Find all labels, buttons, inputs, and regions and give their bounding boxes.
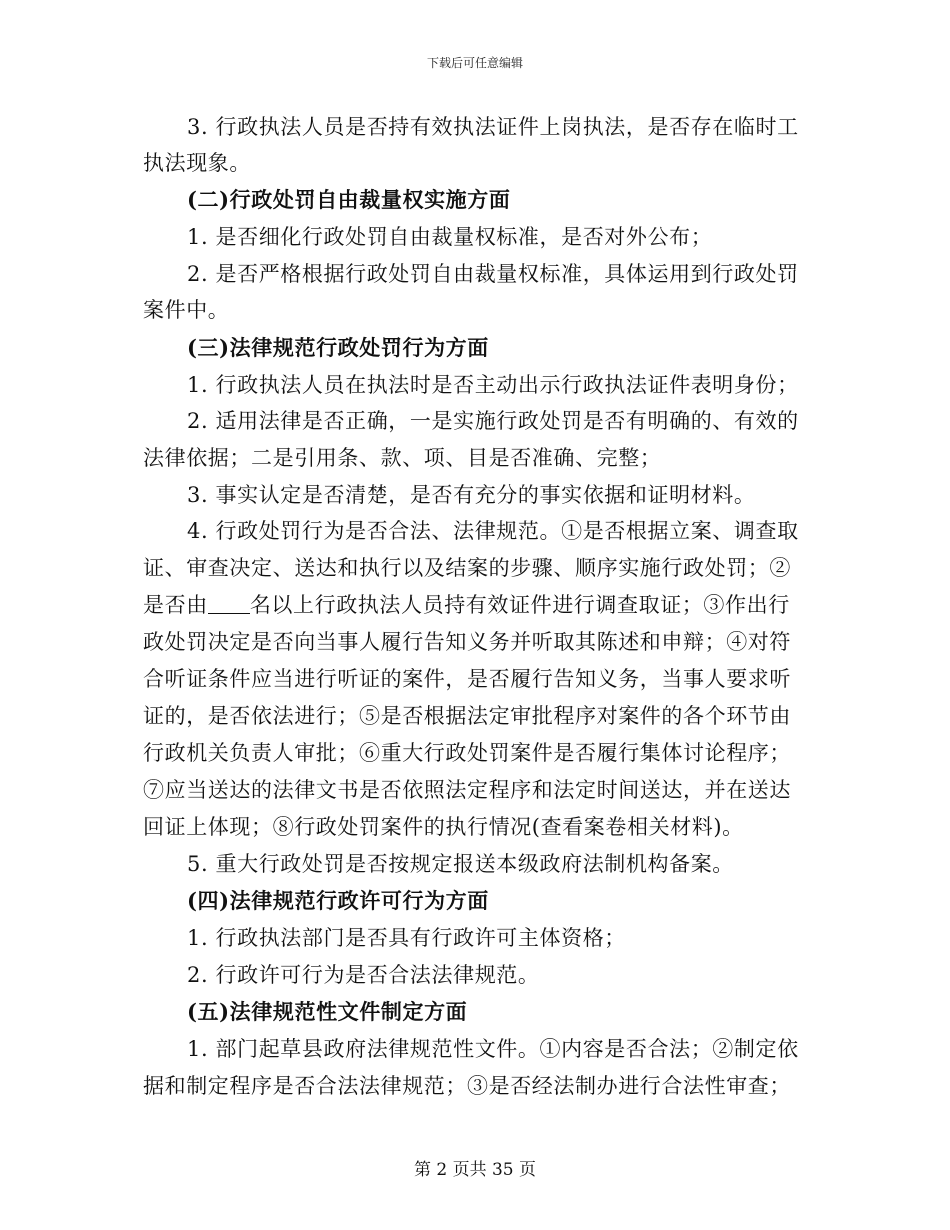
paragraph-line: 1. 行政执法人员在执法时是否主动出示行政执法证件表明身份； — [187, 373, 799, 397]
paragraph-line: 2. 适用法律是否正确，一是实施行政处罚是否有明确的、有效的 — [187, 409, 799, 433]
paragraph-line: ⑦应当送达的法律文书是否依照法定程序和法定时间送达，并在送达 — [143, 778, 791, 802]
paragraph-line: 3. 事实认定是否清楚，是否有充分的事实依据和证明材料。 — [187, 483, 756, 507]
section-heading: (二)行政处罚自由裁量权实施方面 — [187, 187, 511, 212]
paragraph-line: 证、审查决定、送达和执行以及结案的步骤、顺序实施行政处罚；② — [143, 556, 791, 580]
line-text-before-blank: 是否由 — [143, 593, 208, 617]
paragraph-line: 据和制定程序是否合法法律规范；③是否经法制办进行合法性审查； — [143, 1074, 791, 1098]
paragraph-line: 2. 是否严格根据行政处罚自由裁量权标准，具体运用到行政处罚 — [187, 262, 799, 286]
paragraph-line: 4. 行政处罚行为是否合法、法律规范。①是否根据立案、调查取 — [187, 519, 799, 543]
paragraph-line: 合听证条件应当进行听证的案件，是否履行告知义务，当事人要求听 — [143, 667, 791, 691]
paragraph-line: 案件中。 — [143, 298, 230, 322]
section-heading: (五)法律规范性文件制定方面 — [187, 999, 468, 1024]
section-heading: (四)法律规范行政许可行为方面 — [187, 888, 489, 913]
paragraph-line: 2. 行政许可行为是否合法法律规范。 — [187, 963, 540, 987]
paragraph-line: 法律依据；二是引用条、款、项、目是否准确、完整； — [143, 446, 662, 470]
paragraph-line — [143, 590, 803, 620]
section-heading: (三)法律规范行政处罚行为方面 — [187, 335, 489, 360]
paragraph-line: 执法现象。 — [143, 151, 251, 175]
paragraph-line: 1. 是否细化行政处罚自由裁量权标准，是否对外公布； — [187, 225, 713, 249]
paragraph-line: 政处罚决定是否向当事人履行告知义务并听取其陈述和申辩；④对符 — [143, 630, 791, 654]
paragraph-line: 3. 行政执法人员是否持有效执法证件上岗执法，是否存在临时工 — [187, 115, 799, 139]
paragraph-line: 5. 重大行政处罚是否按规定报送本级政府法制机构备案。 — [187, 852, 734, 876]
fill-in-blank — [208, 593, 250, 614]
paragraph-line: 1. 行政执法部门是否具有行政许可主体资格； — [187, 926, 626, 950]
line-text-after-blank: 名以上行政执法人员持有效证件进行调查取证；③作出行 — [249, 593, 790, 617]
paragraph-line: 行政机关负责人审批；⑥重大行政处罚案件是否履行集体讨论程序； — [143, 741, 791, 765]
paragraph-line: 回证上体现；⑧行政处罚案件的执行情况(查看案卷相关材料)。 — [143, 815, 744, 839]
paragraph-line: 1. 部门起草县政府法律规范性文件。①内容是否合法；②制定依 — [187, 1037, 799, 1061]
page-header: 下载后可任意编辑 — [426, 56, 523, 70]
page-footer: 第 2 页共 35 页 — [413, 1160, 537, 1180]
paragraph-line: 证的，是否依法进行；⑤是否根据法定审批程序对案件的各个环节由 — [143, 704, 791, 728]
